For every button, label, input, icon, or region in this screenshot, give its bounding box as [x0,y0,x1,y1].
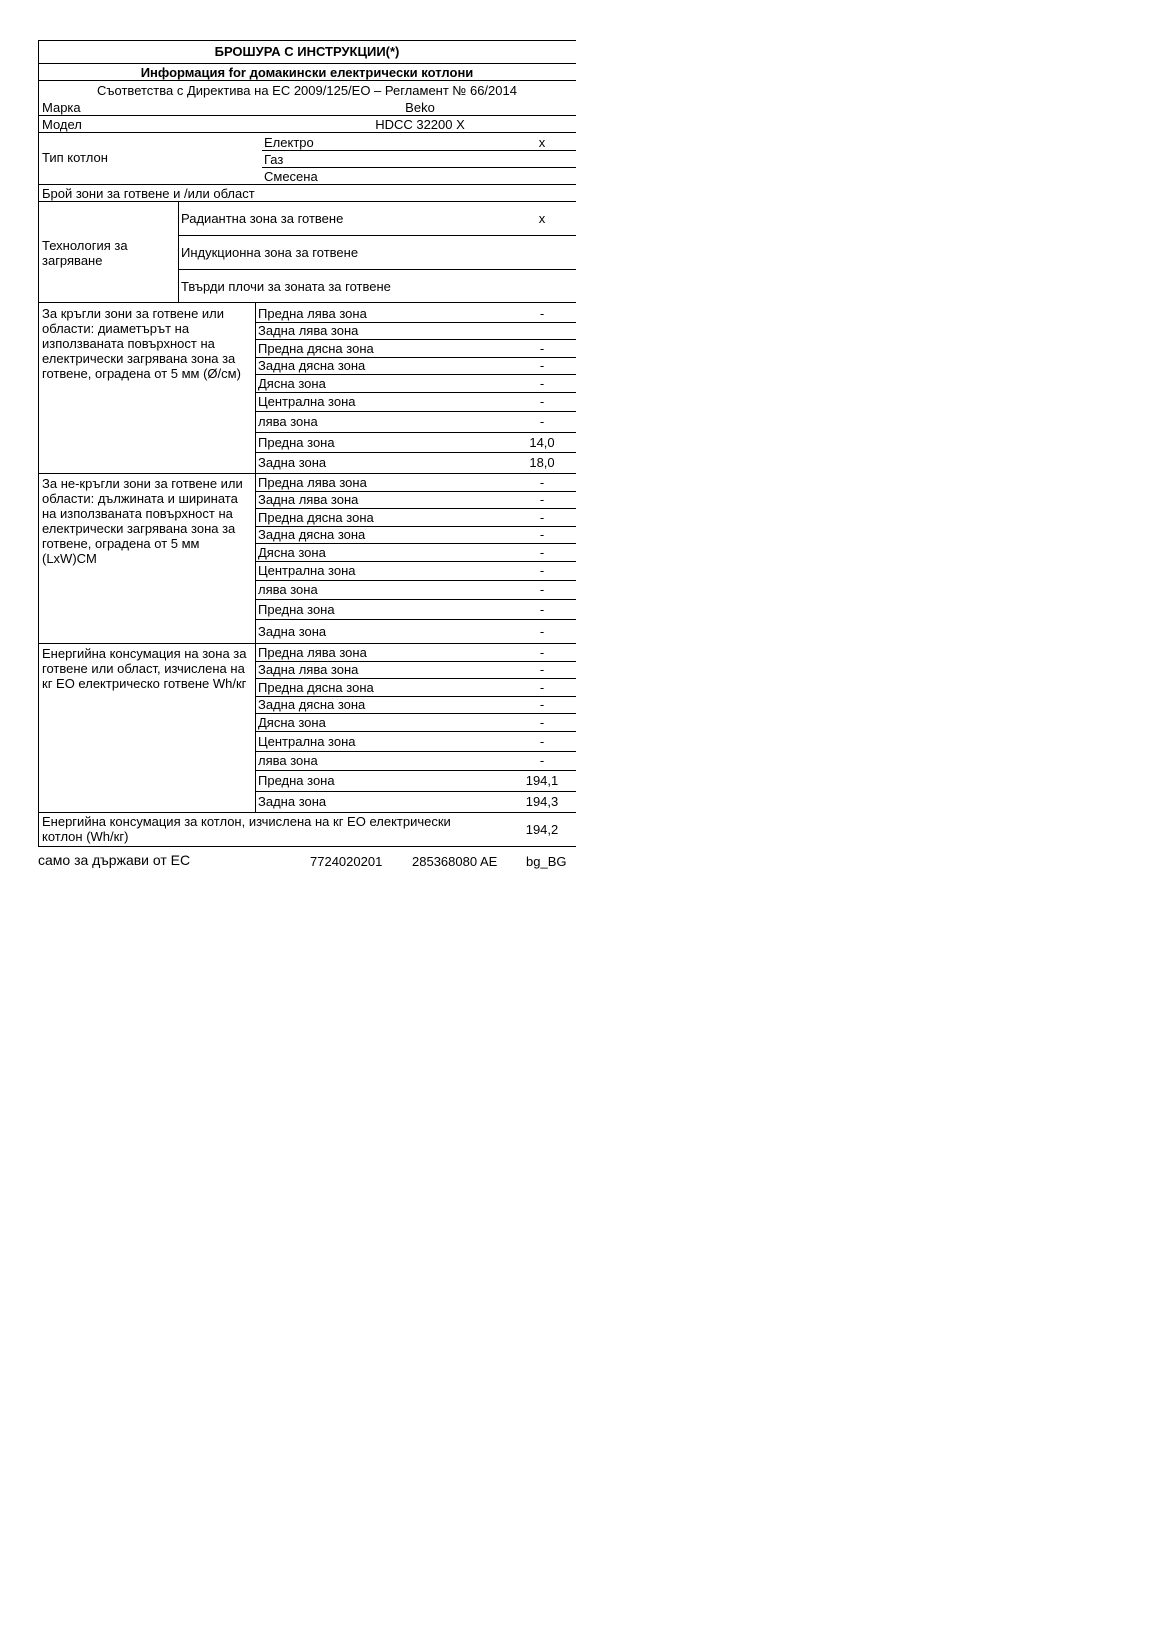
zone-label: Централна зона [258,394,356,409]
footer-note: само за държави от ЕС [38,852,191,868]
hob-type-option: Електро [264,135,314,150]
zone-value: - [539,602,545,617]
row-divider [255,713,576,714]
divider [262,167,576,168]
row-divider [255,731,576,732]
row-divider [255,619,576,620]
zone-value: - [539,492,545,507]
row-divider [255,751,576,752]
zone-value: - [539,394,545,409]
zone-value: - [539,341,545,356]
zone-label: Дясна зона [258,545,326,560]
zone-value: - [539,680,545,695]
zone-value: - [539,475,545,490]
zone-value: - [539,414,545,429]
model-label: Модел [42,117,82,132]
zone-label: Дясна зона [258,376,326,391]
row-divider [255,678,576,679]
divider [262,150,576,151]
row-divider [255,791,576,792]
zone-label: Дясна зона [258,715,326,730]
divider [38,812,576,813]
zone-label: Предна дясна зона [258,341,374,356]
hob-type-mark: x [538,135,546,150]
row-divider [255,599,576,600]
row-divider [255,432,576,433]
zone-label: Предна лява зона [258,645,367,660]
table-border-top [38,40,576,41]
row-divider [255,374,576,375]
zone-value: - [539,527,545,542]
footer-code-1: 7724020201 [310,854,383,869]
doc-subtitle: Информация for домакински електрически котлони [140,65,474,80]
zone-value: - [539,662,545,677]
zone-label: Централна зона [258,563,356,578]
zone-label: Предна зона [258,602,335,617]
zone-value: - [539,624,545,639]
hob-type-option: Газ [264,152,284,167]
divider [38,473,576,474]
energy-total-label: Енергийна консумация за котлон, изчислена на кг ЕО електрически котлон (Wh/кг) [42,814,451,844]
hob-type-label: Тип котлон [42,150,108,165]
zone-label: Задна лява зона [258,323,359,338]
zone-value: - [539,545,545,560]
divider [38,132,576,133]
zone-value: - [539,306,545,321]
heating-tech-option: Индукционна зона за готвене [181,245,359,260]
energy-zones-label: Енергийна консумация на зона за готвене или област, изчислена на кг ЕО електрическо готвене Wh/кг [42,646,247,691]
zone-value: - [539,753,545,768]
divider [38,302,576,303]
zone-value: 194,3 [525,794,559,809]
footer-code-2: 285368080 AE [412,854,498,869]
zone-label: Предна дясна зона [258,680,374,695]
row-divider [255,543,576,544]
zone-value: - [539,734,545,749]
divider [38,63,576,64]
zone-label: Предна дясна зона [258,510,374,525]
zone-label: Задна зона [258,624,327,639]
divider [38,80,576,81]
directive-text: Съответства с Директива на ЕС 2009/125/ЕО – Регламент № 66/2014 [97,83,517,98]
zone-value: 194,1 [525,773,559,788]
doc-title: БРОШУРА С ИНСТРУКЦИИ(*) [214,44,400,59]
table-border-left [38,40,39,846]
zone-value: - [539,358,545,373]
zone-value: - [539,645,545,660]
zone-value: - [539,715,545,730]
row-divider [255,452,576,453]
row-divider [255,411,576,412]
heating-tech-mark: x [538,211,546,226]
row-divider [255,392,576,393]
zone-label: лява зона [258,753,318,768]
divider [38,115,576,116]
divider [38,184,576,185]
row-divider [255,580,576,581]
divider [178,235,576,236]
zone-label: Задна дясна зона [258,358,366,373]
divider [38,643,576,644]
energy-total-value: 194,2 [525,822,559,837]
zone-value: 14,0 [529,435,555,450]
zone-label: Задна дясна зона [258,697,366,712]
zone-label: Задна лява зона [258,662,359,677]
model-value: HDCC 32200 X [375,117,465,132]
zone-value: - [539,510,545,525]
non-round-zones-label: За не-кръгли зони за готвене или области: дължината и ширината на използваната повърхност на електрически загрявана зона за готвене, оградена от 5 мм (LxW)CM [42,476,243,566]
zone-label: лява зона [258,582,318,597]
brand-label: Марка [42,100,81,115]
row-divider [255,339,576,340]
zone-value: - [539,582,545,597]
zone-label: лява зона [258,414,318,429]
table-border-bottom [38,846,576,847]
zone-value: - [539,376,545,391]
zone-label: Предна лява зона [258,475,367,490]
divider [38,201,576,202]
heating-tech-option: Твърди плочи за зоната за готвене [181,279,391,294]
zone-label: Предна зона [258,773,335,788]
divider-vertical [178,201,179,302]
divider-vertical [255,302,256,812]
footer-locale: bg_BG [526,854,567,869]
zone-value: - [539,563,545,578]
zone-label: Задна дясна зона [258,527,366,542]
zone-value: - [539,697,545,712]
row-divider [255,561,576,562]
zone-label: Предна зона [258,435,335,450]
row-divider [255,508,576,509]
zone-label: Централна зона [258,734,356,749]
zone-count-label: Брой зони за готвене и /или област [42,186,255,201]
brand-value: Beko [405,100,435,115]
zone-label: Задна зона [258,455,327,470]
row-divider [255,770,576,771]
zone-label: Задна лява зона [258,492,359,507]
divider [178,269,576,270]
zone-label: Задна зона [258,794,327,809]
zone-value: 18,0 [529,455,555,470]
heating-tech-label: Технология за загряване [42,238,128,268]
hob-type-option: Смесена [264,169,318,184]
zone-label: Предна лява зона [258,306,367,321]
heating-tech-option: Радиантна зона за готвене [181,211,344,226]
round-zones-label: За кръгли зони за готвене или области: диаметърът на използваната повърхност на електрически загрявана зона за готвене, оградена от 5 мм (Ø/см) [42,306,241,381]
